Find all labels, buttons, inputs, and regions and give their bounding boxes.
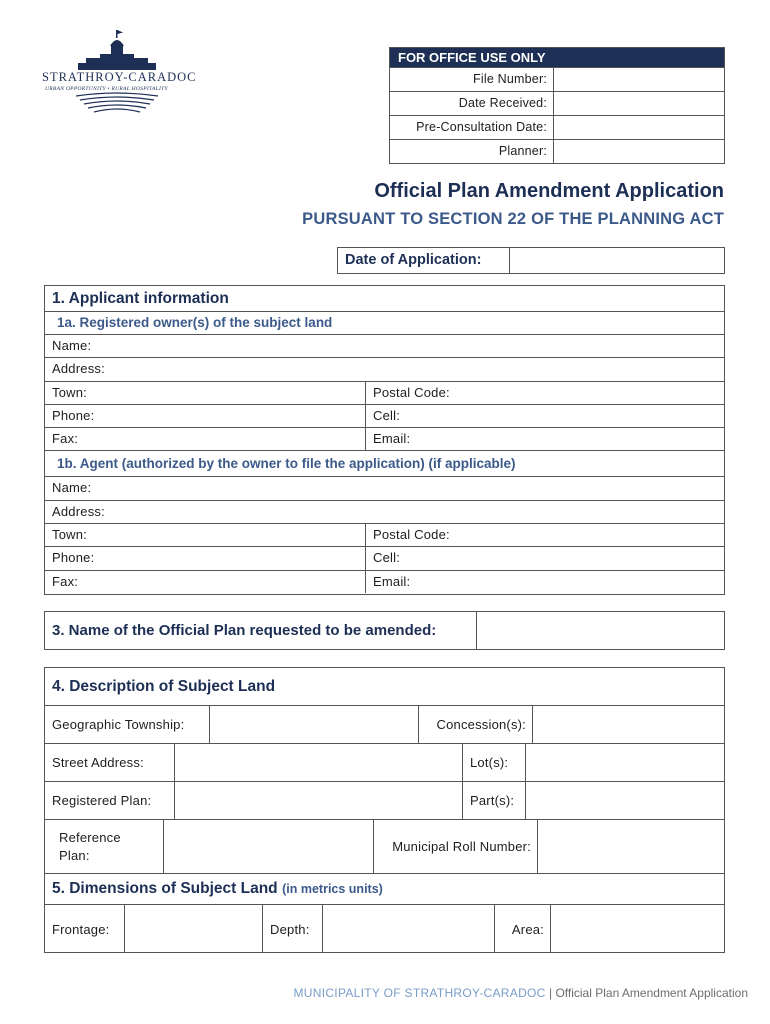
owner-subheading: 1a. Registered owner(s) of the subject land xyxy=(45,311,724,334)
office-row xyxy=(390,67,724,91)
page-subtitle: PURSUANT TO SECTION 22 OF THE PLANNING ACT xyxy=(302,210,724,228)
lots-field[interactable] xyxy=(526,744,724,781)
registered-plan-label: Registered Plan: xyxy=(45,782,175,819)
section-5-heading-row xyxy=(45,873,724,904)
agent-name-row[interactable] xyxy=(45,476,724,499)
township-row xyxy=(45,705,724,743)
owner-name-label: Name: xyxy=(52,338,92,353)
owner-postal-code-field[interactable]: Postal Code: xyxy=(373,384,450,400)
section-5-heading: 5. Dimensions of Subject Land xyxy=(52,880,278,897)
file-number-field[interactable] xyxy=(554,68,724,91)
page-title: Official Plan Amendment Application xyxy=(374,180,724,202)
subject-land-section xyxy=(44,667,725,953)
frontage-field[interactable] xyxy=(125,905,263,953)
section-1-heading: 1. Applicant information xyxy=(52,290,229,307)
street-address-label: Street Address: xyxy=(45,744,175,781)
registered-plan-row xyxy=(45,781,724,819)
agent-phone-row xyxy=(45,546,724,569)
concession-field[interactable] xyxy=(533,706,724,743)
municipal-roll-number-field[interactable] xyxy=(538,820,724,873)
municipality-logo xyxy=(38,28,203,118)
owner-address-label: Address: xyxy=(52,361,105,377)
concession-label: Concession(s): xyxy=(419,706,533,743)
file-number-label: File Number: xyxy=(390,68,554,91)
frontage-label: Frontage: xyxy=(45,905,125,953)
owner-fax-row xyxy=(45,427,724,450)
parts-field[interactable] xyxy=(526,782,724,819)
office-use-table xyxy=(389,47,725,164)
agent-cell-field[interactable]: Cell: xyxy=(373,550,401,566)
date-of-application-row xyxy=(337,247,725,274)
logo-name: STRATHROY-CARADOC xyxy=(42,70,197,84)
footer-separator: | xyxy=(545,986,556,1000)
agent-name-label: Name: xyxy=(52,480,92,496)
geographic-township-field[interactable] xyxy=(210,706,419,743)
geographic-township-label: Geographic Township: xyxy=(45,706,210,743)
logo-tagline: URBAN OPPORTUNITY • RURAL HOSPITALITY xyxy=(45,86,168,92)
reference-plan-label: Reference Plan: xyxy=(45,820,164,873)
agent-postal-code-field[interactable]: Postal Code: xyxy=(373,527,450,543)
official-plan-name-field[interactable] xyxy=(477,612,724,649)
lots-label: Lot(s): xyxy=(463,744,526,781)
section-4-heading: 4. Description of Subject Land xyxy=(52,678,276,695)
agent-phone-field[interactable]: Phone: xyxy=(45,547,366,569)
agent-address-label: Address: xyxy=(52,503,105,519)
pre-consultation-date-label: Pre-Consultation Date: xyxy=(390,116,554,139)
owner-phone-field[interactable]: Phone: xyxy=(45,405,366,427)
footer-document-title: Official Plan Amendment Application xyxy=(555,986,748,1000)
owner-fax-field[interactable]: Fax: xyxy=(45,428,366,450)
official-plan-name-row xyxy=(44,611,725,650)
date-of-application-label: Date of Application: xyxy=(338,248,510,273)
street-row xyxy=(45,743,724,781)
owner-town-row xyxy=(45,381,724,404)
planner-label: Planner: xyxy=(390,140,554,163)
parts-label: Part(s): xyxy=(463,782,526,819)
reference-plan-field[interactable] xyxy=(164,820,374,873)
agent-address-row[interactable] xyxy=(45,500,724,523)
depth-label: Depth: xyxy=(263,905,323,953)
agent-town-field[interactable]: Town: xyxy=(45,524,366,546)
reference-plan-row xyxy=(45,819,724,873)
registered-plan-field[interactable] xyxy=(175,782,463,819)
owner-address-row[interactable] xyxy=(45,357,724,380)
office-use-header: FOR OFFICE USE ONLY xyxy=(390,48,724,67)
official-plan-name-label: 3. Name of the Official Plan requested to be amended: xyxy=(45,612,477,649)
date-received-field[interactable] xyxy=(554,92,724,115)
applicant-information-section xyxy=(44,285,725,595)
office-row xyxy=(390,91,724,115)
office-row xyxy=(390,139,724,163)
depth-field[interactable] xyxy=(323,905,495,953)
municipal-roll-number-label: Municipal Roll Number: xyxy=(374,820,538,873)
owner-phone-row xyxy=(45,404,724,427)
street-address-field[interactable] xyxy=(175,744,463,781)
footer-municipality: MUNICIPALITY OF STRATHROY-CARADOC xyxy=(293,986,546,1000)
agent-fax-field[interactable]: Fax: xyxy=(45,571,366,593)
pre-consultation-date-field[interactable] xyxy=(554,116,724,139)
owner-name-row[interactable] xyxy=(45,334,724,357)
page-footer xyxy=(293,986,748,1000)
agent-email-field[interactable]: Email: xyxy=(373,573,411,589)
owner-town-field[interactable]: Town: xyxy=(45,382,366,404)
planner-field[interactable] xyxy=(554,140,724,163)
agent-subheading: 1b. Agent (authorized by the owner to file the application) (if applicable) xyxy=(45,450,724,476)
area-label: Area: xyxy=(495,905,551,953)
office-row xyxy=(390,115,724,139)
owner-cell-field[interactable]: Cell: xyxy=(373,407,401,423)
date-received-label: Date Received: xyxy=(390,92,554,115)
agent-town-row xyxy=(45,523,724,546)
owner-email-field[interactable]: Email: xyxy=(373,431,411,447)
dimensions-row xyxy=(45,904,724,953)
metric-units-note: (in metrics units) xyxy=(282,882,383,896)
date-of-application-field[interactable] xyxy=(510,248,724,273)
agent-fax-row xyxy=(45,570,724,593)
area-field[interactable] xyxy=(551,905,724,953)
